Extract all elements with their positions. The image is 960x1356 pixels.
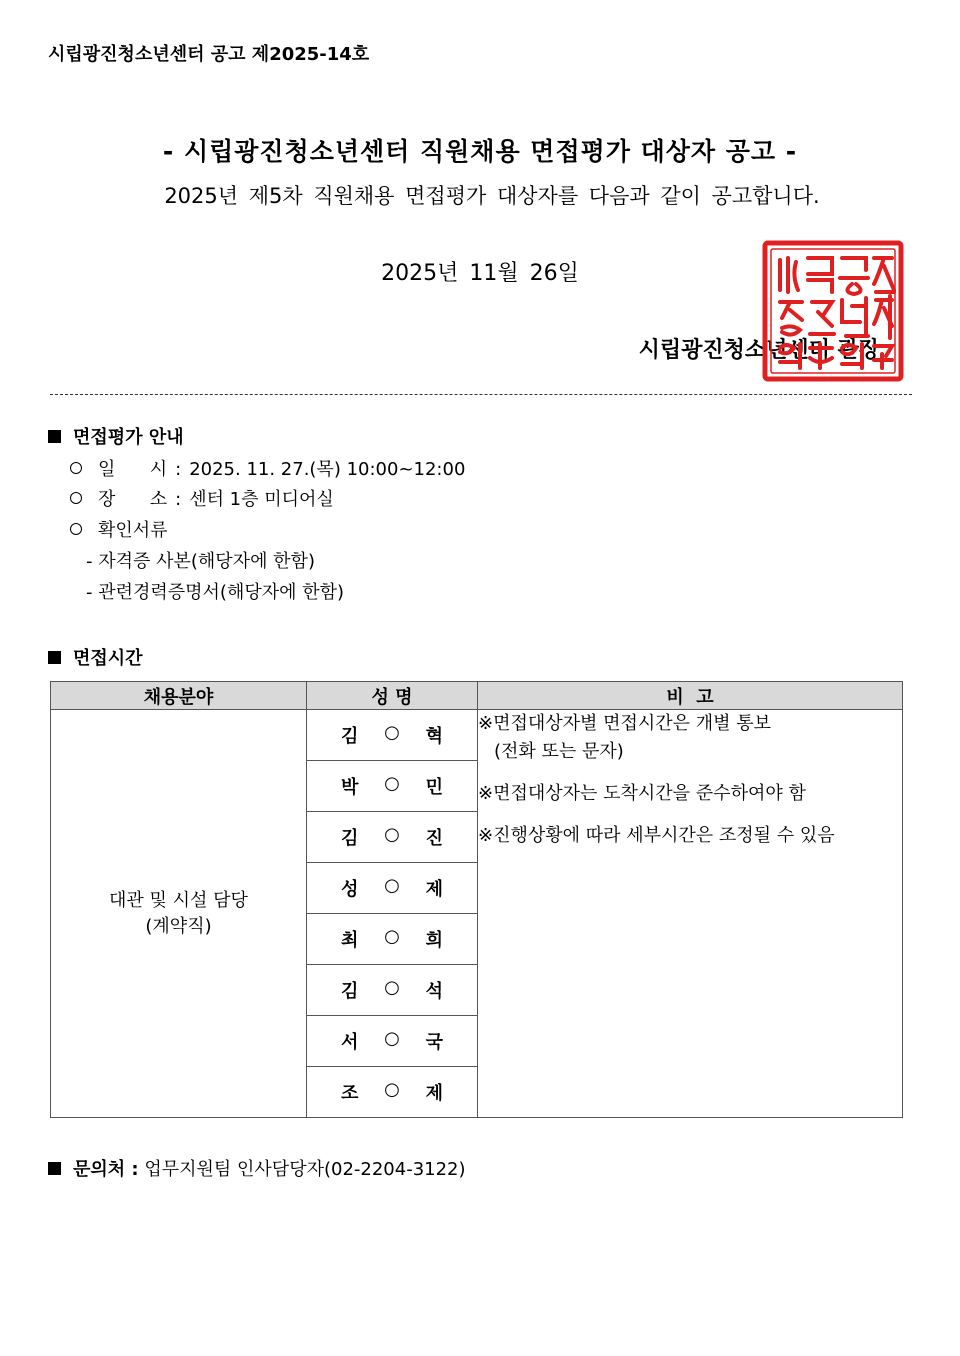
- notice-date: 2025년 11월 26일: [381, 261, 579, 286]
- remark-adjustment: ※진행상황에 따라 세부시간은 조정될 수 있음: [478, 825, 835, 846]
- candidate-name: 서 ○ 국: [307, 1016, 478, 1067]
- contact-label: 문의처 :: [73, 1159, 139, 1180]
- candidate-name: 김 ○ 진: [307, 812, 478, 863]
- guide-heading: 면접평가 안내: [48, 423, 184, 449]
- guide-item-place: 장 소 : 센터 1층 미디어실: [70, 485, 334, 511]
- contact-value: 업무지원팀 인사담당자(02-2204-3122): [144, 1159, 466, 1180]
- field-title: 대관 및 시설 담당: [109, 889, 248, 911]
- document-item: - 자격증 사본(해당자에 한함): [86, 551, 315, 572]
- field-type: (계약직): [145, 915, 212, 937]
- remark-notification: ※면접대상자별 면접시간은 개별 통보 (전화 또는 문자): [478, 713, 772, 762]
- circle-bullet-icon: [70, 492, 82, 504]
- remark-arrival: ※면접대상자는 도착시간을 준수하여야 함: [478, 783, 806, 804]
- square-bullet-icon: [48, 430, 61, 443]
- recruitment-field: [51, 710, 307, 1118]
- candidate-name: 조 ○ 제: [307, 1067, 478, 1118]
- schedule-table: [50, 681, 903, 1118]
- official-seal-icon: [762, 240, 904, 382]
- circle-bullet-icon: [70, 523, 82, 535]
- candidate-name: 박 ○ 민: [307, 761, 478, 812]
- column-header-name: 성 명: [307, 682, 478, 710]
- candidate-name: 김 ○ 혁: [307, 710, 478, 761]
- notice-number: 시립광진청소년센터 공고 제2025-14호: [48, 44, 370, 65]
- guide-item-datetime: 일 시 : 2025. 11. 27.(목) 10:00~12:00: [70, 455, 465, 481]
- dashed-divider: [50, 394, 912, 395]
- candidate-name: 최 ○ 희: [307, 914, 478, 965]
- page-subtitle: 2025년 제5차 직원채용 면접평가 대상자를 다음과 같이 공고합니다.: [164, 184, 820, 208]
- square-bullet-icon: [48, 651, 61, 664]
- issuer-name: 시립광진청소년센터 관장: [638, 338, 880, 363]
- column-header-field: 채용분야: [51, 682, 307, 710]
- table-row: [51, 710, 903, 761]
- page-title: - 시립광진청소년센터 직원채용 면접평가 대상자 공고 -: [162, 137, 798, 166]
- table-header-row: [51, 682, 903, 710]
- candidate-name: 성 ○ 제: [307, 863, 478, 914]
- contact-info: [48, 1155, 466, 1181]
- circle-bullet-icon: [70, 462, 82, 474]
- column-header-remarks: 비 고: [478, 682, 903, 710]
- schedule-heading: 면접시간: [48, 644, 143, 670]
- candidate-name: 김 ○ 석: [307, 965, 478, 1016]
- square-bullet-icon: [48, 1162, 61, 1175]
- document-item: - 관련경력증명서(해당자에 한함): [86, 582, 345, 603]
- guide-item-documents: 확인서류: [70, 516, 168, 542]
- remarks-cell: [478, 710, 903, 1118]
